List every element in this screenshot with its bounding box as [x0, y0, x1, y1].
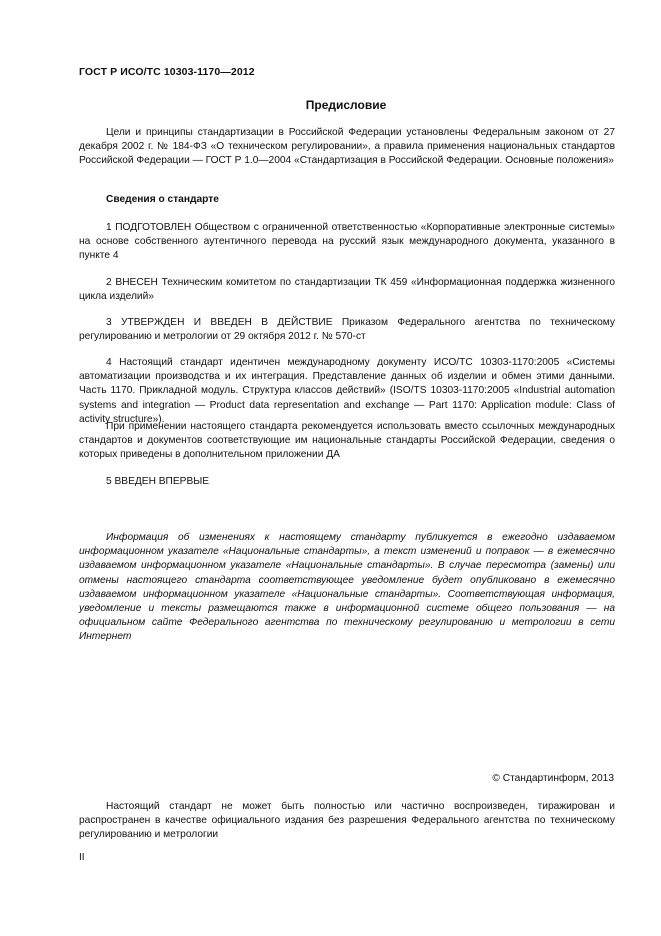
item-1-paragraph: 1 ПОДГОТОВЛЕН Обществом с ограниченной ответственностью «Корпоративные электронные системы» на основе собственного аутентичного перевода на русский язык международного документа, указанного в пункте 4	[79, 222, 615, 262]
item-5-paragraph: 5 ВВЕДЕН ВПЕРВЫЕ	[106, 476, 210, 487]
notice-paragraph: Информация об изменениях к настоящему стандарту публикуется в ежегодно издаваемом информационном указателе «Национальные стандарты», а текст изменений и поправок — в ежемесячно издаваемом информационном указателе «Национальные стандарты». В случае пересмотра (замены) или отмены настоящего стандарта соответствующее уведомление будет опубликовано в ежемесячно издаваемом информационном указателе «Национальные стандарты». Соответствующая информация, уведомление и тексты размещаются также в информационной системе общего пользования — на официальном сайте Федерального агентства по техническому регулированию и метрологии в сети Интернет	[79, 532, 615, 643]
item-2-paragraph: 2 ВНЕСЕН Техническим комитетом по стандартизации ТК 459 «Информационная поддержка жизненного цикла изделий»	[79, 277, 615, 303]
item-3-paragraph: 3 УТВЕРЖДЕН И ВВЕДЕН В ДЕЙСТВИЕ Приказом Федерального агентства по техническому регулированию и метрологии от 29 октября 2012 г. № 570-ст	[79, 317, 615, 343]
item-4-paragraph: 4 Настоящий стандарт идентичен международному документу ИСО/ТС 10303-1170:2005 «Системы автоматизации производства и их интеграция. Представление данных об изделии и обмен этими данными. Часть 1170. Прикладной модуль. Структура классов действий» (ISO/TS 10303-1170:2005 «Industrial automation systems and integration — Product data representation and exchange — Part 1170: Application module: Class of activity structure»).	[79, 357, 615, 425]
item-4-note-paragraph: При применении настоящего стандарта рекомендуется использовать вместо ссылочных международных стандартов и документов соответствующие им национальные стандарты Российской Федерации, сведения о которых приведены в дополнительном приложении ДА	[79, 421, 615, 461]
copyright-line: © Стандартинформ, 2013	[492, 773, 614, 784]
page-number: II	[79, 852, 85, 863]
section-subheading: Сведения о стандарте	[106, 194, 219, 205]
page-title: Предисловие	[305, 98, 387, 112]
intro-paragraph: Цели и принципы стандартизации в Российской Федерации установлены Федеральным законом от 27 декабря 2002 г. № 184-ФЗ «О техническом регулировании», а правила применения национальных стандартов Российской Федерации — ГОСТ Р 1.0—2004 «Стандартизация в Российской Федерации. Основные положения»	[79, 127, 615, 167]
reproduction-paragraph: Настоящий стандарт не может быть полностью или частично воспроизведен, тиражирован и распространен в качестве официального издания без разрешения Федерального агентства по техническому регулированию и метрологии	[79, 801, 615, 841]
standard-header: ГОСТ Р ИСО/ТС 10303-1170—2012	[79, 66, 255, 78]
